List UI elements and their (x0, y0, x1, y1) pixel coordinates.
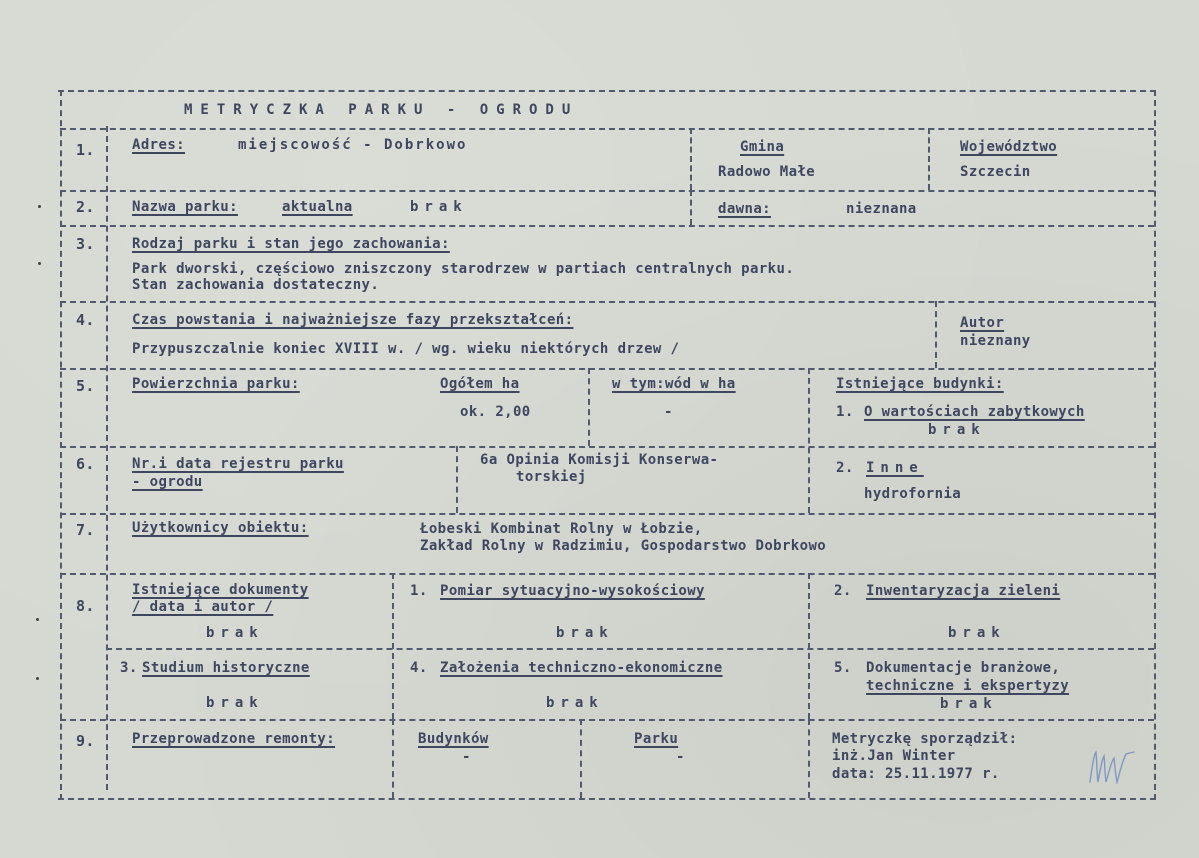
compiled-by-line-1: Metryczkę sporządził: (832, 731, 1018, 747)
total-area-label: Ogółem ha (440, 376, 520, 392)
section-number-9: 9. (76, 732, 95, 750)
document-1-label: Pomiar sytuacyjno-wysokościowy (440, 583, 705, 599)
row8-divider-b (808, 573, 810, 719)
water-area-label: w tym:wód w ha (612, 376, 736, 392)
document-2-number: 2. (834, 583, 852, 599)
former-name-value: nieznana (846, 201, 917, 217)
voivodeship-label: Województwo (960, 139, 1058, 155)
row-divider-5 (60, 368, 1154, 370)
document-3-number: 3. (120, 660, 138, 676)
section-number-8: 8. (76, 597, 95, 615)
row-divider-8 (60, 573, 1154, 575)
document-2-value: brak (948, 625, 1006, 641)
document-5-value: brak (940, 696, 998, 712)
other-buildings-label: Inne (866, 460, 924, 476)
renovations-label: Przeprowadzone remonty: (132, 731, 336, 747)
address-label: Adres: (132, 137, 185, 153)
section-number-6: 6. (76, 455, 95, 473)
row9-divider-b (580, 719, 582, 798)
area-label: Powierzchnia parku: (132, 376, 300, 392)
buildings-label: Istniejące budynki: (836, 376, 1004, 392)
park-type-line-2: Stan zachowania dostateczny. (132, 277, 380, 293)
other-buildings-number: 2. (836, 460, 854, 476)
address-value: miejscowość - Dobrkowo (238, 137, 468, 153)
document-5-label-line-1: Dokumentacje branżowe, (866, 660, 1061, 676)
section-number-4: 4. (76, 311, 95, 329)
row1-divider-a (690, 128, 692, 190)
section-number-5: 5. (76, 377, 95, 395)
row5-divider-b (808, 368, 810, 513)
row-divider-9 (60, 719, 1154, 721)
row-divider-7 (60, 513, 1154, 515)
historic-buildings-label: O wartościach zabytkowych (864, 404, 1085, 420)
document-3-value: brak (206, 695, 264, 711)
section-number-1: 1. (76, 141, 95, 159)
users-line-2: Zakład Rolny w Radzimiu, Gospodarstwo Dobrkowo (420, 538, 827, 554)
row8-divider-a (392, 573, 394, 719)
documents-label-line-1: Istniejące dokumenty (132, 582, 309, 598)
margin-dot (38, 262, 41, 265)
document-title: METRYCZKA PARKU - OGRODU (184, 102, 579, 118)
row9-divider-a (392, 719, 394, 798)
conservation-opinion-line-1: 6a Opinia Komisji Konserwa- (480, 452, 719, 468)
row-divider-4 (60, 301, 1154, 303)
row2-divider (690, 190, 692, 225)
document-5-number: 5. (834, 660, 852, 676)
section-number-2: 2. (76, 198, 95, 216)
border-left (60, 90, 62, 800)
border-top (58, 90, 1156, 92)
border-right (1154, 90, 1156, 800)
park-type-line-1: Park dworski, częściowo zniszczony starodrzew w partiach centralnych parku. (132, 261, 795, 277)
section-number-7: 7. (76, 521, 95, 539)
row5-divider-a (588, 368, 590, 446)
row6-divider-a (456, 446, 458, 513)
users-line-1: Łobeski Kombinat Rolny w Łobzie, (420, 521, 703, 537)
current-name-value: brak (410, 199, 468, 215)
current-name-label: aktualna (282, 199, 353, 215)
row-divider-6 (60, 446, 1154, 448)
row4-divider (935, 301, 937, 368)
document-5-label-line-2: techniczne i ekspertyzy (866, 678, 1070, 694)
margin-dot (36, 677, 39, 680)
row9-divider-c (808, 719, 810, 798)
compiled-by-line-3: data: 25.11.1977 r. (832, 766, 1000, 782)
documents-label-line-2: / data i autor / (132, 599, 274, 615)
historic-buildings-value: brak (928, 422, 986, 438)
creation-time-label: Czas powstania i najważniejsze fazy przekształceń: (132, 312, 574, 328)
margin-dot (36, 618, 39, 621)
border-bottom (58, 798, 1156, 800)
document-1-value: brak (556, 625, 614, 641)
row-divider-3 (60, 225, 1154, 227)
row-divider-8b (106, 648, 1154, 650)
historic-buildings-number: 1. (836, 404, 854, 420)
users-label: Użytkownicy obiektu: (132, 520, 309, 536)
document-1-number: 1. (410, 583, 428, 599)
handwritten-signature (1082, 742, 1142, 792)
document-3-label: Studium historyczne (142, 660, 310, 676)
creation-time-value: Przypuszczalnie koniec XVIII w. / wg. wieku niektórych drzew / (132, 341, 680, 357)
document-4-label: Założenia techniczno-ekonomiczne (440, 660, 723, 676)
gmina-label: Gmina (740, 139, 785, 155)
park-type-label: Rodzaj parku i stan jego zachowania: (132, 236, 450, 252)
former-name-label: dawna: (718, 201, 771, 217)
other-buildings-value: hydrofornia (864, 486, 962, 502)
conservation-opinion-line-2: torskiej (516, 469, 587, 485)
author-value: nieznany (960, 333, 1031, 349)
document-4-number: 4. (410, 660, 428, 676)
total-area-value: ok. 2,00 (460, 404, 531, 420)
registry-label-line-2: - ogrodu (132, 474, 203, 490)
water-area-value: - (664, 404, 673, 420)
park-renovations-value: - (676, 749, 685, 765)
registry-label-line-1: Nr.i data rejestru parku (132, 456, 344, 472)
row1-divider-b (928, 128, 930, 190)
compiled-by-line-2: inż.Jan Winter (832, 748, 956, 764)
row-divider-2 (60, 190, 1154, 192)
park-name-label: Nazwa parku: (132, 199, 238, 215)
buildings-renovations-value: - (462, 749, 471, 765)
document-2-label: Inwentaryzacja zieleni (866, 583, 1061, 599)
buildings-renovations-label: Budynków (418, 731, 489, 747)
document-4-value: brak (546, 695, 604, 711)
author-label: Autor (960, 315, 1005, 331)
documents-value: brak (206, 625, 264, 641)
margin-dot (38, 205, 41, 208)
voivodeship-value: Szczecin (960, 164, 1031, 180)
row-divider-1 (60, 128, 1154, 130)
park-renovations-label: Parku (634, 731, 679, 747)
section-number-3: 3. (76, 235, 95, 253)
gmina-value: Radowo Małe (718, 164, 816, 180)
